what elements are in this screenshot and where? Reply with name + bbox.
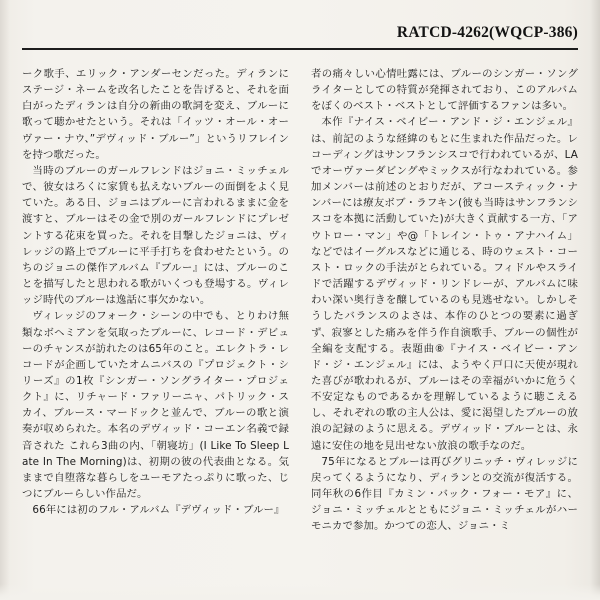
- paragraph: 当時のブルーのガールフレンドはジョニ・ミッチェルで、彼女はろくに家賃も払えないブルーの面倒をよく見ていた。ある日、ジョニはブルーに言われるままに金を渡すと、ブルーはその金で別のガールフレンドにプレゼントする花束を買った。それを目撃したジョニは、ヴィレッジの路上でブルーに平手打ちを食わせたという。のちのジョニの傑作アルバム『ブルー』には、ブルーのことを描写したと思われる歌がいくつも登場する。ヴィレッジ時代のブルーは逸話に事欠かない。: [22, 164, 289, 307]
- column-left: [22, 66, 289, 594]
- header-divider-rule: [22, 48, 578, 50]
- paragraph: 本作『ナイス・ベイビー・アンド・ジ・エンジェル』は、前記のような経緯のもとに生まれた作品だった。レコーディングはサンフランシスコで行われているが、LAでオーヴァーダビングやミックスが行なわれている。参加メンバーは前述のとおりだが、アコースティック・ナンバーには療友ボブ・ラフキン(彼も当時はサンフランシスコを本拠に活動していた)が大きく貢献する一方、「アウトロー・マン」や@「トレイン・トゥ・アナハイム」などではイーグルスなどに通じる、時のウェスト・コースト・ロックの手法がとられている。フィドルやスライドで活躍するデヴィッド・リンドレーが、アルバムに味わい深い奥行きを醸しているのも見逃せない。しかしそうしたバランスのよさは、本作のひとつの要素に過ぎず、寂寥とした痛みを伴う作自演歌手、ブルーの個性が全編を支配する。表題曲⑧『ナイス・ベイビー・アンド・ジ・エンジェル』には、ようやく戸口に天使が現れた喜びが歌われるが、ブルーはその幸福がいかに危うく不安定なものであるかを理解しているように聴こえるし、それぞれの歌の主人公は、愛に渇望したブルーの放浪の記録のように思える。デヴィッド・ブルーとは、永遠に安住の地を見出せない放浪の歌手なのだ。: [311, 116, 578, 452]
- paragraph: 66年には初のフル・アルバム『デヴィッド・ブルー』: [32, 504, 285, 517]
- page-edge-shadow-left: [0, 0, 10, 600]
- paragraph: 75年になるとブルーは再びグリニッチ・ヴィレッジに戻ってくるようになり、ディランとの交流が復活する。同年秋の6作目『カミン・バック・フォー・モア』に、ジョニ・ミッチェルとともにジョニ・ミッチェルがハーモニカで参加。かつての恋人、ジョニ・ミ: [311, 455, 578, 533]
- paragraph: ヴィレッジのフォーク・シーンの中でも、とりわけ無類なボヘミアンを気取ったブルーに、レコード・デビューのチャンスが訪れたのは65年のこと。エレクトラ・レコードが企画していたオムニバスの『プロジェクト・シリーズ』の1枚『シンガー・ソングライター・プロジェクト』に、リチャード・ファリーニャ、パトリック・スカイ、ブルース・マードックと並んで、ブルーの歌と演奏が収められた。本名のデヴィッド・コーエン名義で録音された これら3曲の内、「朝寝坊」(I Like To Sleep Late In The Morning)は、初期の彼の代表曲となる。気ままで自堕落な暮らしをユーモアたっぷりに歌った、じつにブルーらしい作品だ。: [22, 310, 289, 501]
- paragraph: 者の痛々しい心情吐露には、ブルーのシンガー・ソングライターとしての特質が発揮されており、このアルバムをぼくのベスト・ベストとして評価するファンは多い。: [311, 68, 578, 113]
- column-right: [311, 66, 578, 594]
- catalog-number: RATCD-4262(WQCP-386): [396, 24, 578, 41]
- text-columns: [22, 66, 578, 594]
- page-edge-shadow-right: [590, 0, 600, 600]
- paragraph: ーク歌手、エリック・アンダーセンだった。ディランに ステージ・ネームを改名したことを告げると、それを面白がったディランは自分の新曲の歌詞を変え、ブルーに歌って聴かせたという。それは「イッツ・オール・オーヴァー・ナウ、”デヴィッド・ブルー”」というリフレインを持つ歌だった。: [22, 68, 289, 161]
